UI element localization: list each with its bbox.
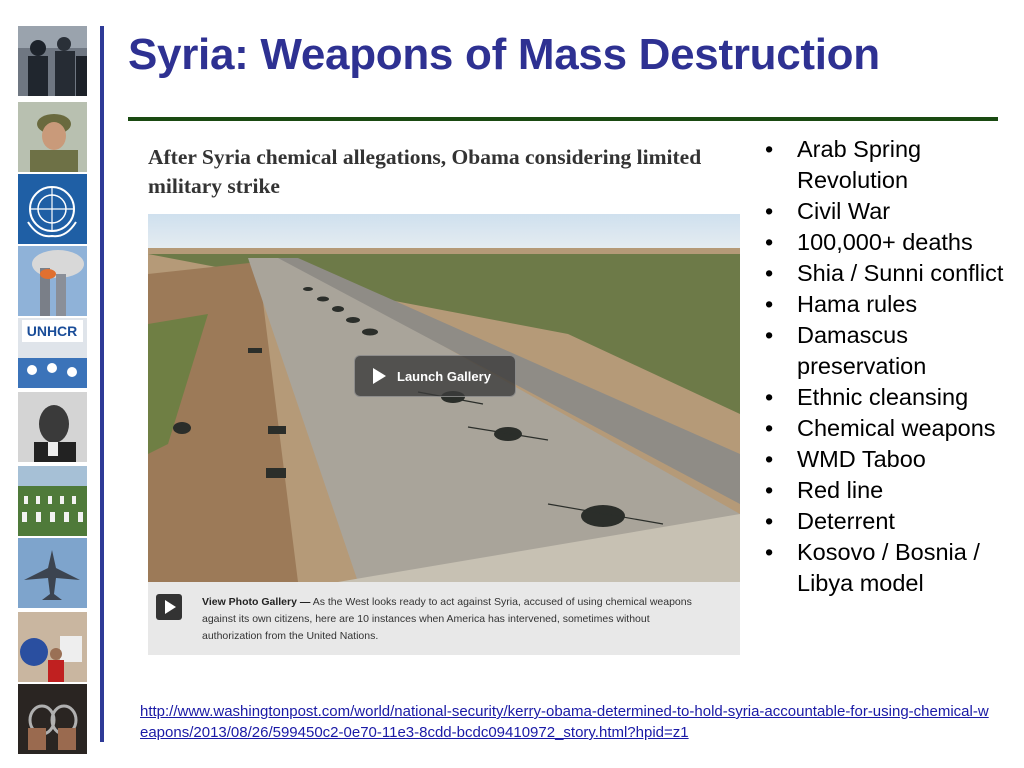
bullet-item: • Hama rules: [760, 289, 1020, 320]
bullet-item: • Shia / Sunni conflict: [760, 258, 1020, 289]
caption-text: As the West looks ready to act against Syria, accused of using chemical weapons against its own citizens, here are 10 instances when America has intervened, sometimes without authorization from the United Nations.: [202, 596, 692, 642]
fighter-jet-photo: [18, 538, 87, 608]
view-gallery-play-icon[interactable]: [156, 594, 182, 620]
bullet-item: • Damascus preservation: [760, 320, 1020, 382]
slide-title: Syria: Weapons of Mass Destruction: [128, 30, 880, 79]
photo-caption-bar: [148, 582, 740, 655]
mlk-photo: [18, 392, 87, 462]
bullet-item: • Red line: [760, 475, 1020, 506]
airfield-helicopters-photo: [148, 214, 740, 582]
caption-lead: View Photo Gallery —: [202, 596, 311, 608]
twin-towers-smoke-photo: [18, 246, 87, 316]
play-icon: [373, 368, 386, 384]
gallery-caption: [202, 594, 712, 645]
riot-police-photo: [18, 26, 87, 96]
launch-gallery-button[interactable]: [354, 355, 516, 397]
sidebar-photo-strip: [18, 26, 87, 754]
launch-gallery-label: Launch Gallery: [397, 368, 491, 384]
bullet-item: • Deterrent: [760, 506, 1020, 537]
bullet-item: • WMD Taboo: [760, 444, 1020, 475]
svg-text:UNHCR: UNHCR: [26, 323, 78, 339]
vertical-divider: [100, 26, 104, 742]
united-nations-emblem: [18, 174, 87, 244]
title-rule: [128, 117, 998, 121]
unhcr-photo: [18, 318, 87, 388]
bullet-item: • Arab Spring Revolution: [760, 134, 1020, 196]
bullet-item: • Kosovo / Bosnia / Libya model: [760, 537, 1020, 599]
soldier-photo: [18, 102, 87, 172]
article-headline: After Syria chemical allegations, Obama considering limited military strike: [148, 145, 702, 198]
bullet-list: [760, 134, 1020, 599]
bullet-item: • Ethnic cleansing: [760, 382, 1020, 413]
protest-photo: [18, 612, 87, 682]
bullet-item: • Chemical weapons: [760, 413, 1020, 444]
bullet-item: • 100,000+ deaths: [760, 227, 1020, 258]
article-screenshot: [148, 137, 740, 655]
bullet-item: • Civil War: [760, 196, 1020, 227]
cemetery-photo: [18, 466, 87, 536]
handcuffs-photo: [18, 684, 87, 754]
source-link[interactable]: http://www.washingtonpost.com/world/national-security/kerry-obama-determined-to-hold-syria-accountable-for-using-chemical-weapons/2013/08/26/599450c2-0e70-11e3-8cdd-bcdc09410972_story.html?hpid=z1: [140, 703, 989, 741]
